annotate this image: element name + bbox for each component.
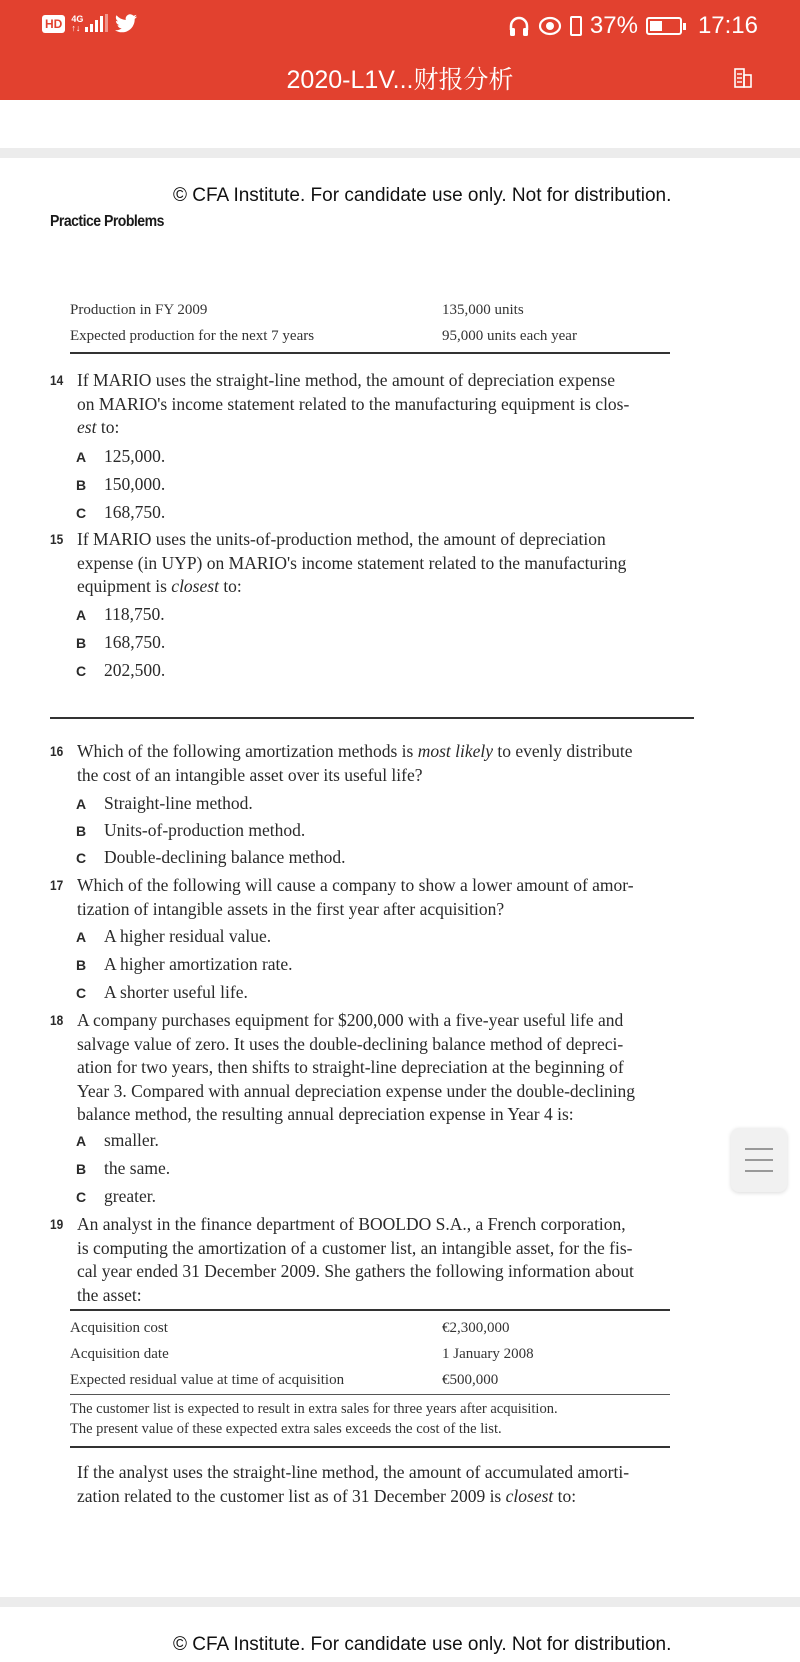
page-title: 2020-L1V...财报分析 [286,66,514,94]
question-18: 18 A company purchases equipment for $200,000 with a five-year useful life and salvage value of zero. It uses the double-declining balance method of depreci- ation for two years, then shifts to straight-line depreciation at the beginning of Year 3. Compared with annual depreciation expense under the double-declining balance method, the resulting annual depreciation expense in Year 4 is: [50,1010,636,1124]
4g-signal-icon: 4G ↑↓ [71,14,84,33]
table-rule [70,1446,670,1448]
page-separator [0,1597,800,1607]
copyright-notice: © CFA Institute. For candidate use only. Not for distribution. [173,185,672,206]
option-a[interactable]: A Straight-line method. [76,793,253,813]
option-c[interactable]: C 168,750. [76,502,166,522]
table-rule [70,1394,670,1395]
option-b[interactable]: B 150,000. [76,474,166,494]
table-row: Production in FY 2009 135,000 units [70,301,524,318]
table-note: The customer list is expected to result in extra sales for three years after acquisition. The present value of these expected extra sales exceeds the cost of the list. [70,1401,558,1437]
section-title: Practice Problems [50,213,164,230]
option-a[interactable]: A 125,000. [76,446,166,466]
app-bar [0,0,800,100]
question-16: 16 Which of the following amortization methods is most likely to evenly distribute the cost of an intangible asset over its useful life? [50,741,633,785]
option-b[interactable]: B 168,750. [76,632,166,652]
asset-info-table [70,1315,670,1393]
table-row: Expected residual value at time of acquisition €500,000 [70,1371,499,1388]
option-b[interactable]: B the same. [76,1158,171,1178]
question-14: 14 If MARIO uses the straight-line method, the amount of depreciation expense on MARIO's income statement related to the manufacturing equipment is clos- est to: [50,370,630,437]
option-c[interactable]: C A shorter useful life. [76,982,248,1002]
copyright-notice: © CFA Institute. For candidate use only. Not for distribution. [173,1634,672,1655]
option-a[interactable]: A 118,750. [76,604,165,624]
option-b[interactable]: B A higher amortization rate. [76,954,293,974]
clock: 17:16 [697,12,758,39]
option-a[interactable]: A A higher residual value. [76,926,272,946]
page-separator [0,148,800,158]
table-row: Acquisition cost €2,300,000 [70,1319,510,1336]
building-icon[interactable] [734,68,752,88]
headphones-icon [508,15,530,37]
eye-icon [538,15,562,37]
battery-icon [646,17,682,35]
table-rule [70,352,670,354]
section-rule [50,717,694,719]
option-b[interactable]: B Units-of-production method. [76,820,306,840]
battery-percent: 37% [589,12,638,39]
vibrate-icon [570,16,582,36]
floating-menu-button[interactable] [731,1128,787,1192]
option-c[interactable]: C greater. [76,1186,156,1206]
question-15: 15 If MARIO uses the units-of-production method, the amount of depreciation expense (in UYP) on MARIO's income statement related to the manufacturing equipment is closest to: [50,529,627,596]
option-a[interactable]: A smaller. [76,1130,159,1150]
option-c[interactable]: C Double-declining balance method. [76,847,346,867]
table-rule [70,1309,670,1311]
table-row: Expected production for the next 7 years 95,000 units each year [70,327,577,344]
table-row: Acquisition date 1 January 2008 [70,1345,534,1362]
menu-lines-icon [745,1148,773,1150]
hd-icon: HD [42,15,65,33]
option-c[interactable]: C 202,500. [76,660,166,680]
question-19-followup: If the analyst uses the straight-line method, the amount of accumulated amorti- zation related to the customer list as of 31 December 2009 is closest to: [77,1462,630,1506]
question-19: 19 An analyst in the finance department of BOOLDO S.A., a French corporation, is computing the amortization of a customer list, an intangible asset, for the fis- cal year ended 31 December 2009. She gathers the following information about the asset: [50,1214,634,1305]
question-17: 17 Which of the following will cause a company to show a lower amount of amor- tization of intangible assets in the first year after acquisition? [50,875,634,919]
status-bar [0,0,800,55]
production-table [70,297,670,349]
signal-bars-icon [85,16,108,32]
twitter-icon [114,14,138,34]
